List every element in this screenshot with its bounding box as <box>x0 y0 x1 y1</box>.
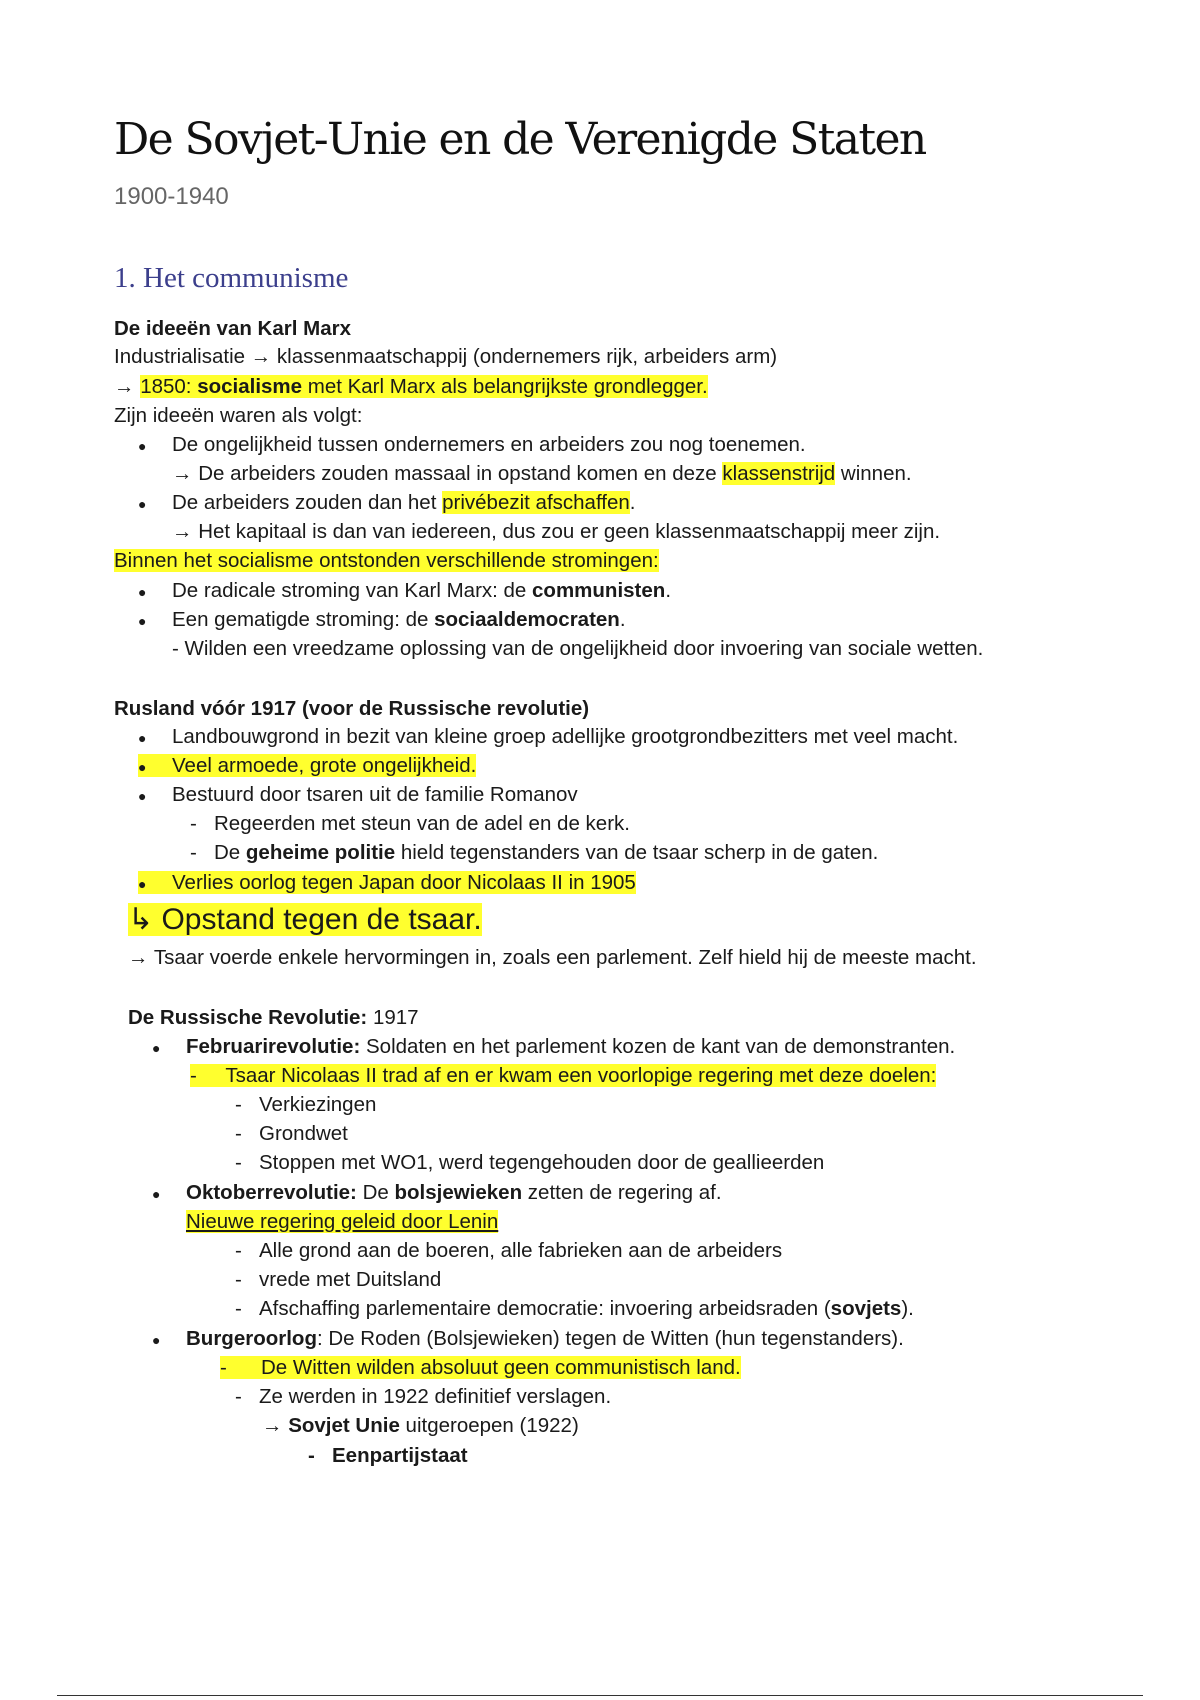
dash-item: - Eenpartijstaat <box>332 1442 468 1470</box>
highlight: Binnen het socialisme ontstonden verschillende stromingen: <box>114 549 659 572</box>
dash-item: - Verkiezingen <box>259 1091 376 1119</box>
highlight: - De Witten wilden absoluut geen communistisch land. <box>220 1356 741 1379</box>
bullet-item <box>172 869 636 897</box>
russia-heading: Rusland vóór 1917 (voor de Russische revolutie) <box>114 697 590 720</box>
page-title: De Sovjet-Unie en de Verenigde Staten <box>114 114 926 165</box>
bold-term: Februarirevolutie: <box>186 1035 361 1058</box>
sub-line: → Het kapitaal is dan van iedereen, dus zou er geen klassenmaatschappij meer zijn. <box>172 520 941 543</box>
highlight: Nieuwe regering geleid door Lenin <box>186 1210 499 1233</box>
text: De radicale stroming van Karl Marx: de <box>172 579 533 602</box>
text-line: Zijn ideeën waren als volgt: <box>114 404 363 427</box>
text: De <box>356 1181 395 1204</box>
dash-item <box>259 1295 914 1323</box>
dash-item <box>190 1062 936 1090</box>
sub-line <box>262 1412 579 1440</box>
dash-item: - vrede met Duitsland <box>259 1266 441 1294</box>
highlight: Veel armoede, grote ongelijkheid. <box>138 754 476 777</box>
bold-term: Oktoberrevolutie: <box>186 1181 357 1204</box>
bold-term: Sovjet Unie <box>288 1414 400 1437</box>
highlight: privébezit afschaffen <box>442 491 630 514</box>
text: winnen. <box>835 462 912 485</box>
bold-term: De Russische Revolutie: <box>128 1006 368 1029</box>
bullet-item <box>186 1033 955 1061</box>
text: . <box>629 491 636 514</box>
text: De <box>214 841 246 864</box>
bold-term: bolsjewieken <box>394 1181 523 1204</box>
bullet-item: ● Bestuurd door tsaren uit de familie Romanov <box>172 781 578 809</box>
text: De arbeiders zouden dan het <box>172 491 443 514</box>
bold-term: communisten <box>532 579 666 602</box>
text: . <box>665 579 672 602</box>
bullet-item <box>172 577 671 605</box>
big-statement <box>128 900 482 940</box>
page-subtitle: 1900-1940 <box>114 183 229 210</box>
text-line: → Tsaar voerde enkele hervormingen in, zoals een parlement. Zelf hield hij de meeste macht. <box>128 946 977 969</box>
arrow-text: → <box>114 375 141 398</box>
dash-item <box>220 1354 741 1382</box>
footer-divider <box>57 1695 1143 1696</box>
bullet-item <box>186 1325 904 1353</box>
text-line <box>186 1208 498 1236</box>
text-line <box>114 373 708 401</box>
bold-term: socialisme <box>197 375 303 398</box>
dash-item: - Grondwet <box>259 1120 348 1148</box>
dash-item: - Stoppen met WO1, werd tegengehouden door de geallieerden <box>259 1149 824 1177</box>
arrow-text: → <box>262 1414 289 1437</box>
dash-item <box>214 839 878 867</box>
bullet-item: ● Landbouwgrond in bezit van kleine groep adellijke grootgrondbezitters met veel macht. <box>172 723 958 751</box>
highlight: Verlies oorlog tegen Japan door Nicolaas II in 1905 <box>138 871 636 894</box>
text: . <box>619 608 626 631</box>
text: uitgeroepen (1922) <box>399 1414 579 1437</box>
bold-term: geheime politie <box>245 841 396 864</box>
bullet-item <box>172 606 626 634</box>
text: Afschaffing parlementaire democratie: invoering arbeidsraden ( <box>259 1297 831 1320</box>
dash-item: - Alle grond aan de boeren, alle fabrieken aan de arbeiders <box>259 1237 782 1265</box>
text-line <box>114 547 659 575</box>
highlight-text: 1850: <box>140 375 198 398</box>
highlight-text: Tsaar Nicolaas II trad af en er kwam een voorlopige regering met deze doelen: <box>225 1064 937 1087</box>
bullet-item <box>172 489 635 517</box>
bold-term: Burgeroorlog <box>186 1327 317 1350</box>
dash-item: - Ze werden in 1922 definitief verslagen. <box>259 1383 611 1411</box>
highlight-text: met Karl Marx als belangrijkste grondlegger. <box>302 375 708 398</box>
bullet-item <box>186 1179 722 1207</box>
text: Soldaten en het parlement kozen de kant van de demonstranten. <box>360 1035 956 1058</box>
sub-line: - Wilden een vreedzame oplossing van de ongelijkheid door invoering van sociale wetten. <box>172 637 984 660</box>
text: zetten de regering af. <box>522 1181 722 1204</box>
text-line: Industrialisatie → klassenmaatschappij (ondernemers rijk, arbeiders arm) <box>114 345 778 368</box>
dash-item: - Regeerden met steun van de adel en de kerk. <box>214 810 630 838</box>
text: Een gematigde stroming: de <box>172 608 435 631</box>
highlight: ↳ Opstand tegen de tsaar. <box>128 903 482 936</box>
highlight: klassenstrijd <box>722 462 836 485</box>
bullet-item <box>172 752 476 780</box>
revolution-heading <box>128 1004 419 1032</box>
text: → De arbeiders zouden massaal in opstand komen en deze <box>172 462 723 485</box>
marx-heading: De ideeën van Karl Marx <box>114 317 351 340</box>
bold-term: sovjets <box>830 1297 902 1320</box>
bullet-item: ● De ongelijkheid tussen ondernemers en arbeiders zou nog toenemen. <box>172 431 806 459</box>
text: hield tegenstanders van de tsaar scherp in de gaten. <box>395 841 879 864</box>
bold-term: sociaaldemocraten <box>434 608 620 631</box>
section-heading: 1. Het communisme <box>114 262 349 294</box>
highlight <box>140 375 707 398</box>
highlight-text: De Witten wilden absoluut geen communistisch land. <box>261 1356 741 1379</box>
text: 1917 <box>367 1006 419 1029</box>
text: ). <box>901 1297 914 1320</box>
highlight: - Tsaar Nicolaas II trad af en er kwam een voorlopige regering met deze doelen: <box>190 1064 937 1087</box>
text: : De Roden (Bolsjewieken) tegen de Witten (hun tegenstanders). <box>316 1327 904 1350</box>
sub-line <box>172 460 912 488</box>
